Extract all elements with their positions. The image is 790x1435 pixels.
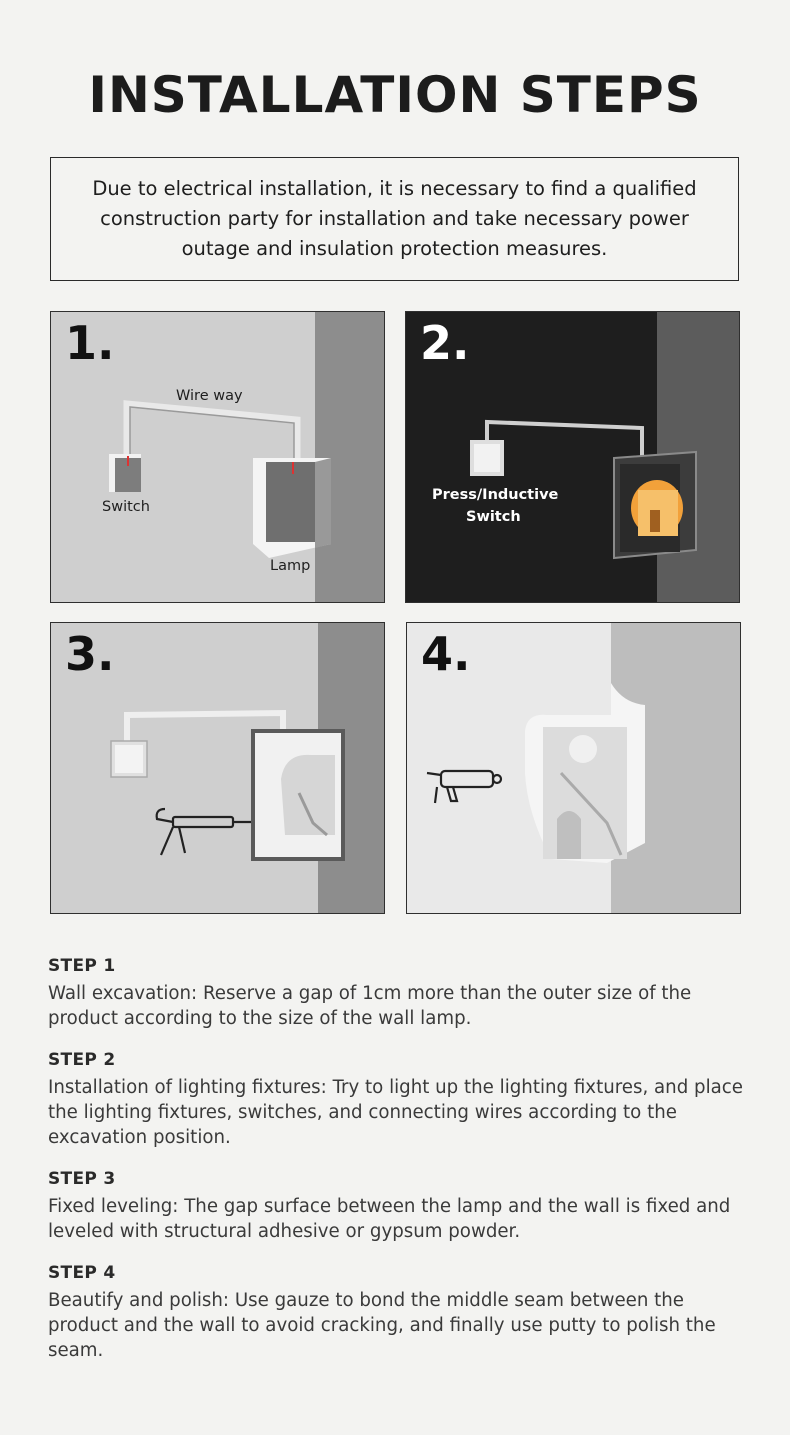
safety-notice: [50, 157, 739, 281]
step-item: [48, 1050, 748, 1150]
step-heading: STEP 4: [48, 1263, 116, 1283]
step-item: [48, 1263, 748, 1363]
lamp-label: Lamp: [270, 558, 311, 574]
switch-label: Switch: [102, 499, 150, 515]
press-switch-label-line1: Press/Inductive: [432, 487, 559, 503]
step-description: Installation of lighting fixtures: Try to light up the lighting fixtures, and place the lighting fixtures, switches, and connecting wires according to the excavation position.: [48, 1077, 743, 1148]
step-item: [48, 1169, 748, 1244]
wire-way-label: Wire way: [176, 388, 243, 404]
step-4-illustration: [406, 622, 741, 914]
step-2-number: 2.: [420, 316, 470, 370]
step-item: [48, 956, 748, 1031]
step-heading: STEP 3: [48, 1169, 116, 1189]
step-description: Beautify and polish: Use gauze to bond the middle seam between the product and the wall to avoid cracking, and finally use putty to polish the seam.: [48, 1290, 716, 1361]
press-switch-label-line2: Switch: [466, 509, 521, 525]
step-1-number: 1.: [65, 316, 115, 370]
steps-list: [48, 956, 748, 1382]
step-description: Fixed leveling: The gap surface between the lamp and the wall is fixed and leveled with structural adhesive or gypsum powder.: [48, 1196, 731, 1242]
step-heading: STEP 2: [48, 1050, 116, 1070]
step-4-number: 4.: [421, 627, 471, 681]
step-description: Wall excavation: Reserve a gap of 1cm more than the outer size of the product according to the size of the wall lamp.: [48, 983, 692, 1029]
page-title: INSTALLATION STEPS: [88, 66, 702, 124]
step-1-illustration: [50, 311, 385, 603]
step-heading: STEP 1: [48, 956, 116, 976]
step-3-illustration: [50, 622, 385, 914]
step-3-number: 3.: [65, 627, 115, 681]
safety-notice-text: Due to electrical installation, it is necessary to find a qualified construction party for installation and take necessary power outage and insulation protection measures.: [92, 177, 697, 260]
step-2-illustration: [405, 311, 740, 603]
